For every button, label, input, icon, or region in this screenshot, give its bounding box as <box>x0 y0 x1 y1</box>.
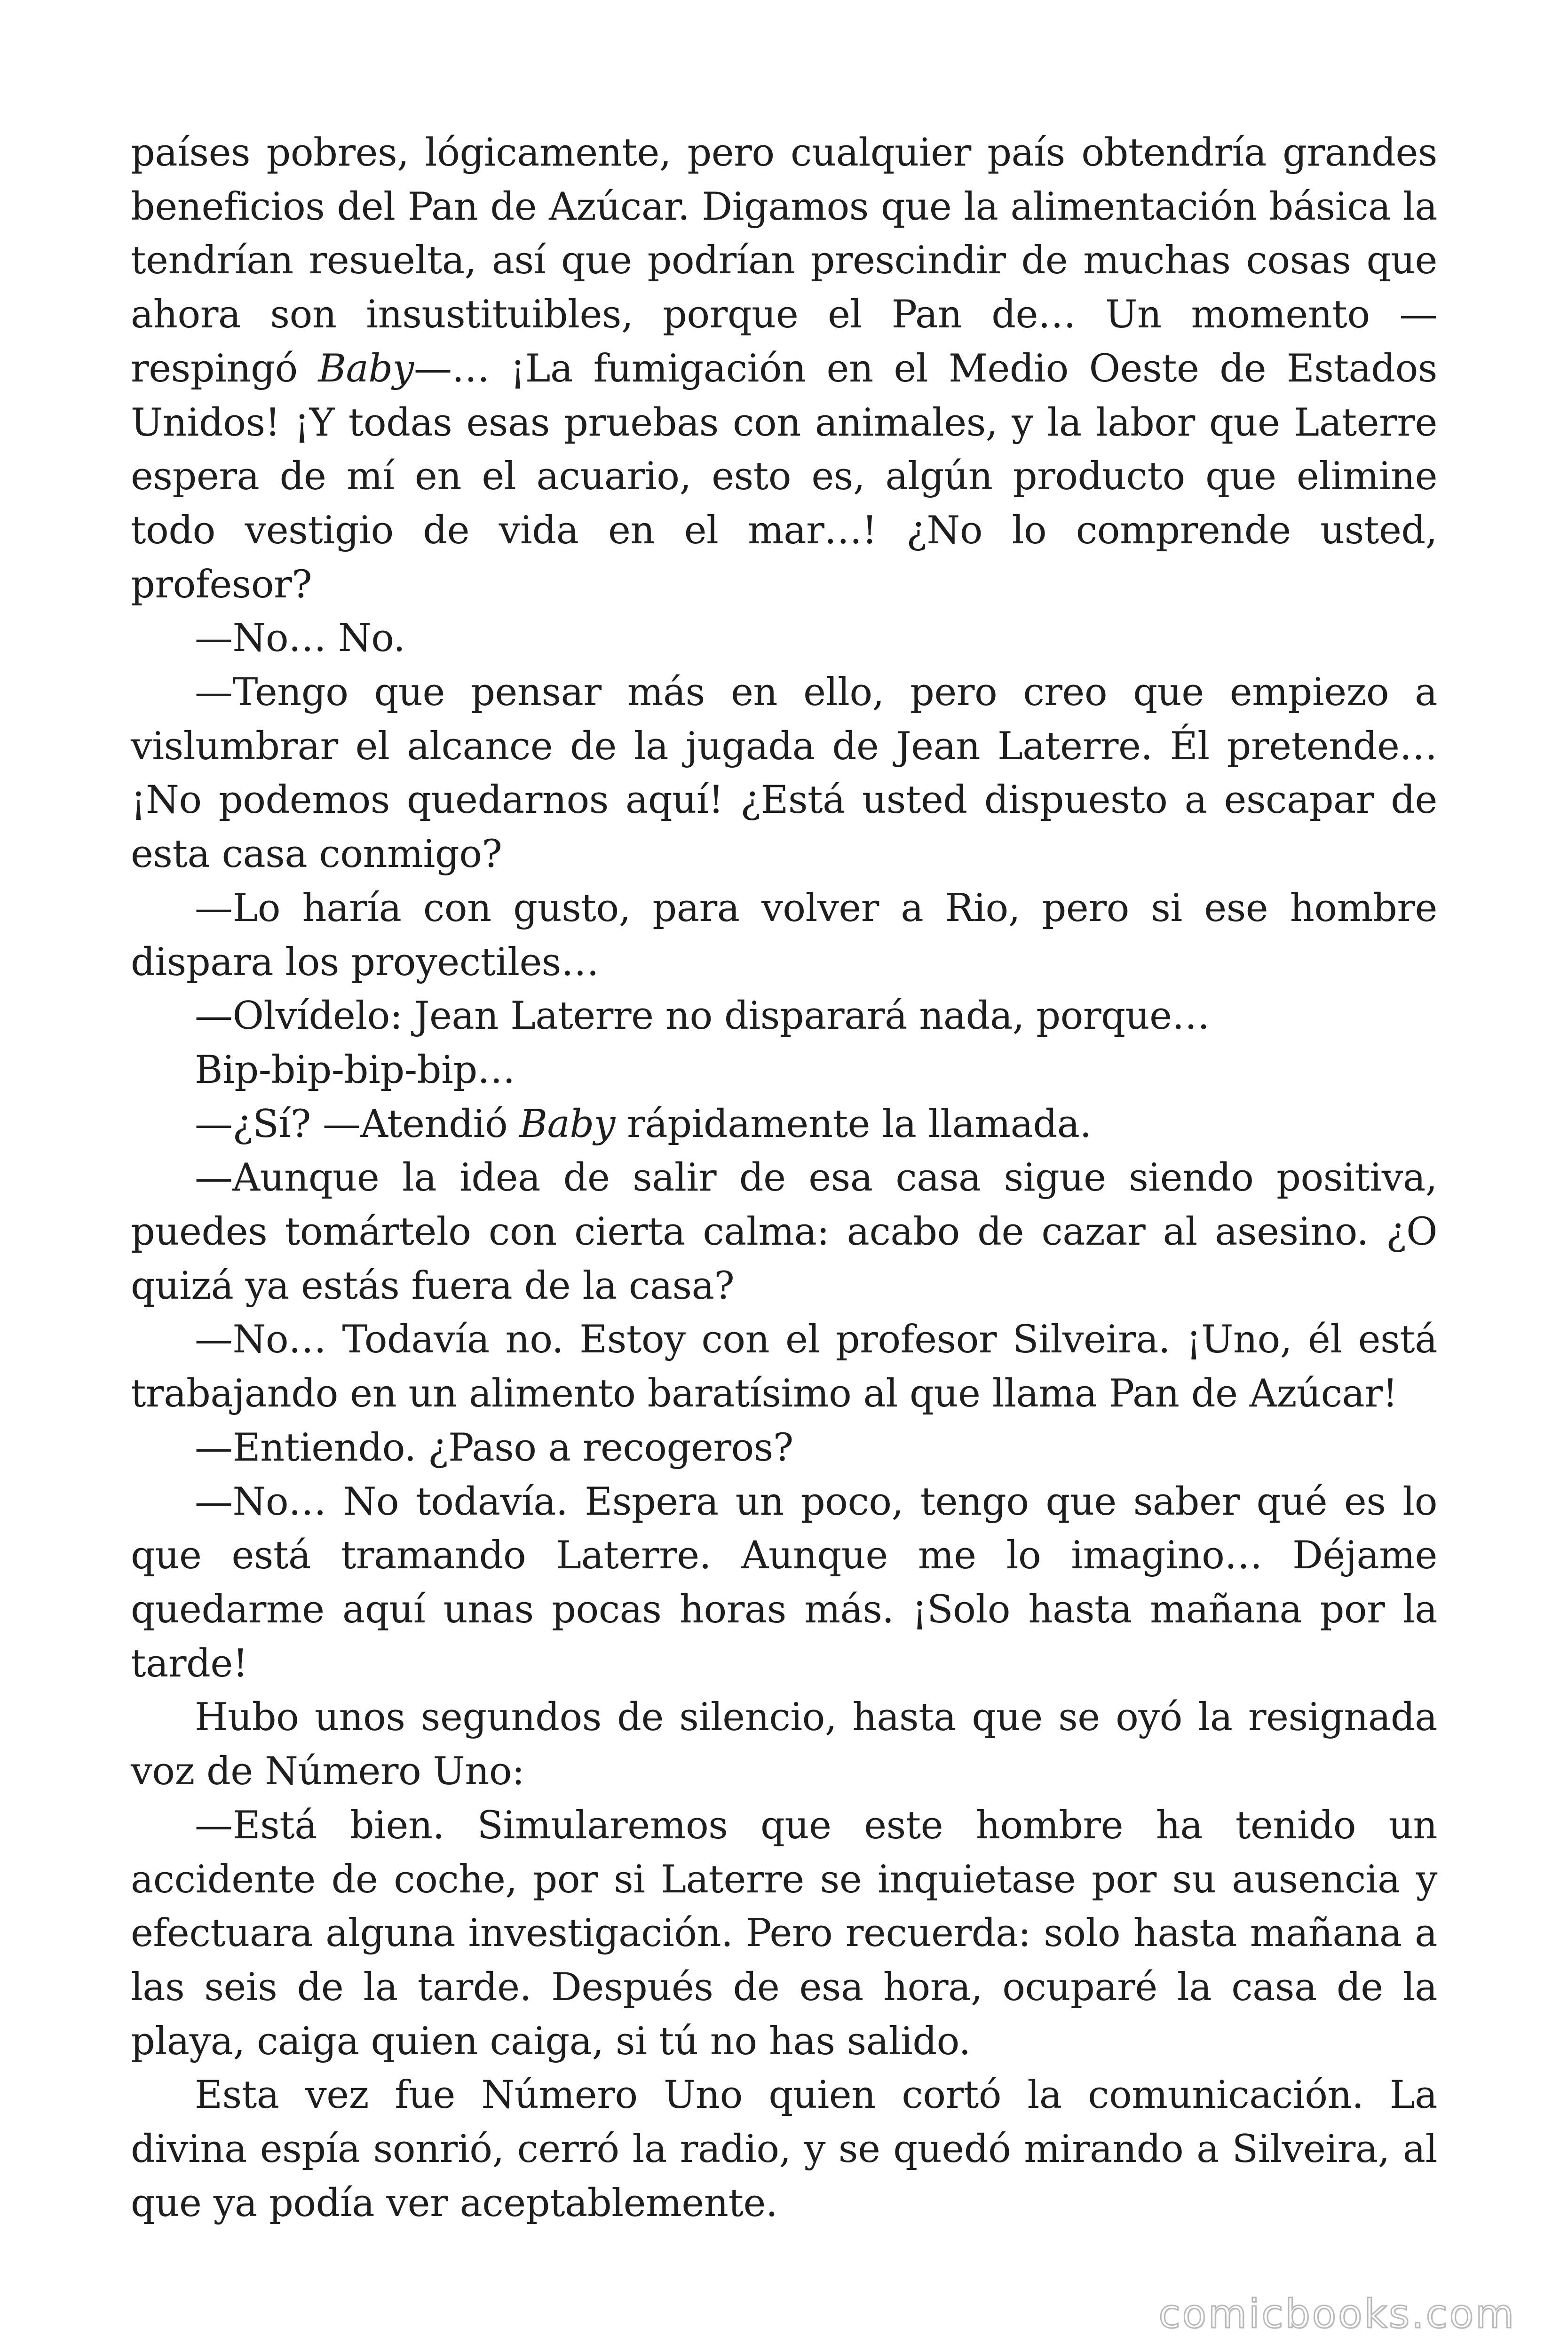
paragraph <box>131 1421 1437 1475</box>
paragraph-text: —No… No todavía. Espera un poco, tengo que saber qué es lo que está tramando Laterre. Aunque me lo imagino… Déjame quedarme aquí unas pocas horas más. ¡Solo hasta mañana por la tarde! <box>131 1479 1437 1686</box>
paragraph <box>131 2068 1437 2230</box>
emphasized-text: Baby <box>519 1102 615 1146</box>
watermark-logo: comicbooks.com <box>1158 2291 1516 2337</box>
paragraph-text: —No… Todavía no. Estoy con el profesor Silveira. ¡Uno, él está trabajando en un alimento baratísimo al que llama Pan de Azúcar! <box>131 1318 1437 1416</box>
emphasized-text: Baby <box>318 346 414 391</box>
paragraph <box>131 1313 1437 1421</box>
paragraph-text: Hubo unos segundos de silencio, hasta que se oyó la resignada voz de Número Uno: <box>131 1695 1437 1794</box>
paragraph <box>131 126 1437 612</box>
paragraph-text: —Tengo que pensar más en ello, pero creo que empiezo a vislumbrar el alcance de la jugada de Jean Laterre. Él pretende… ¡No podemos quedarnos aquí! ¿Está usted dispuesto a escapar de esta casa conmigo? <box>131 670 1437 877</box>
paragraph <box>131 989 1437 1043</box>
paragraph <box>131 1043 1437 1097</box>
paragraph <box>131 612 1437 666</box>
paragraph-text: —Lo haría con gusto, para volver a Rio, pero si ese hombre dispara los proyectiles… <box>131 886 1437 985</box>
paragraph <box>131 1691 1437 1798</box>
paragraph-text: Bip-bip-bip-bip… <box>195 1048 515 1092</box>
paragraph <box>131 1097 1437 1152</box>
paragraph-text: —Está bien. Simularemos que este hombre ha tenido un accidente de coche, por si Laterre se inquietase por su ausencia y efectuara alguna investigación. Pero recuerda: solo hasta mañana a las seis de la tarde. Después de esa hora, ocuparé la casa de la playa, caiga quien caiga, si tú no has salido. <box>131 1803 1437 2064</box>
paragraph-text: —Olvídelo: Jean Laterre no disparará nada, porque… <box>195 994 1210 1039</box>
paragraph-text: rápidamente la llamada. <box>615 1102 1092 1146</box>
paragraph-text: países pobres, lógicamente, pero cualquier país obtendría grandes beneficios del Pan de Azúcar. Digamos que la alimentación básica la tendrían resuelta, así que podrían prescindir de muchas cosas que ahora son insustituibles, porque el Pan de… Un momento —respingó <box>131 131 1437 391</box>
paragraph-text: —… ¡La fumigación en el Medio Oeste de Estados Unidos! ¡Y todas esas pruebas con animales, y la labor que Laterre espera de mí en el acuario, esto es, algún producto que elimine todo vestigio de vida en el mar…! ¿No lo comprende usted, profesor? <box>131 346 1437 607</box>
paragraph <box>131 1151 1437 1313</box>
paragraph <box>131 1475 1437 1691</box>
paragraph <box>131 1799 1437 2069</box>
paragraph-text: —Entiendo. ¿Paso a recogeros? <box>195 1425 793 1470</box>
paragraph <box>131 882 1437 989</box>
paragraph-text: Esta vez fue Número Uno quien cortó la comunicación. La divina espía sonrió, cerró la radio, y se quedó mirando a Silveira, al que ya podía ver aceptablemente. <box>131 2073 1437 2225</box>
paragraph-text: —No… No. <box>195 616 405 661</box>
body-text <box>131 126 1437 2230</box>
paragraph <box>131 666 1437 882</box>
paragraph-text: —¿Sí? —Atendió <box>195 1102 520 1146</box>
paragraph-text: —Aunque la idea de salir de esa casa sigue siendo positiva, puedes tomártelo con cierta calma: acabo de cazar al asesino. ¿O quizá ya estás fuera de la casa? <box>131 1156 1437 1308</box>
